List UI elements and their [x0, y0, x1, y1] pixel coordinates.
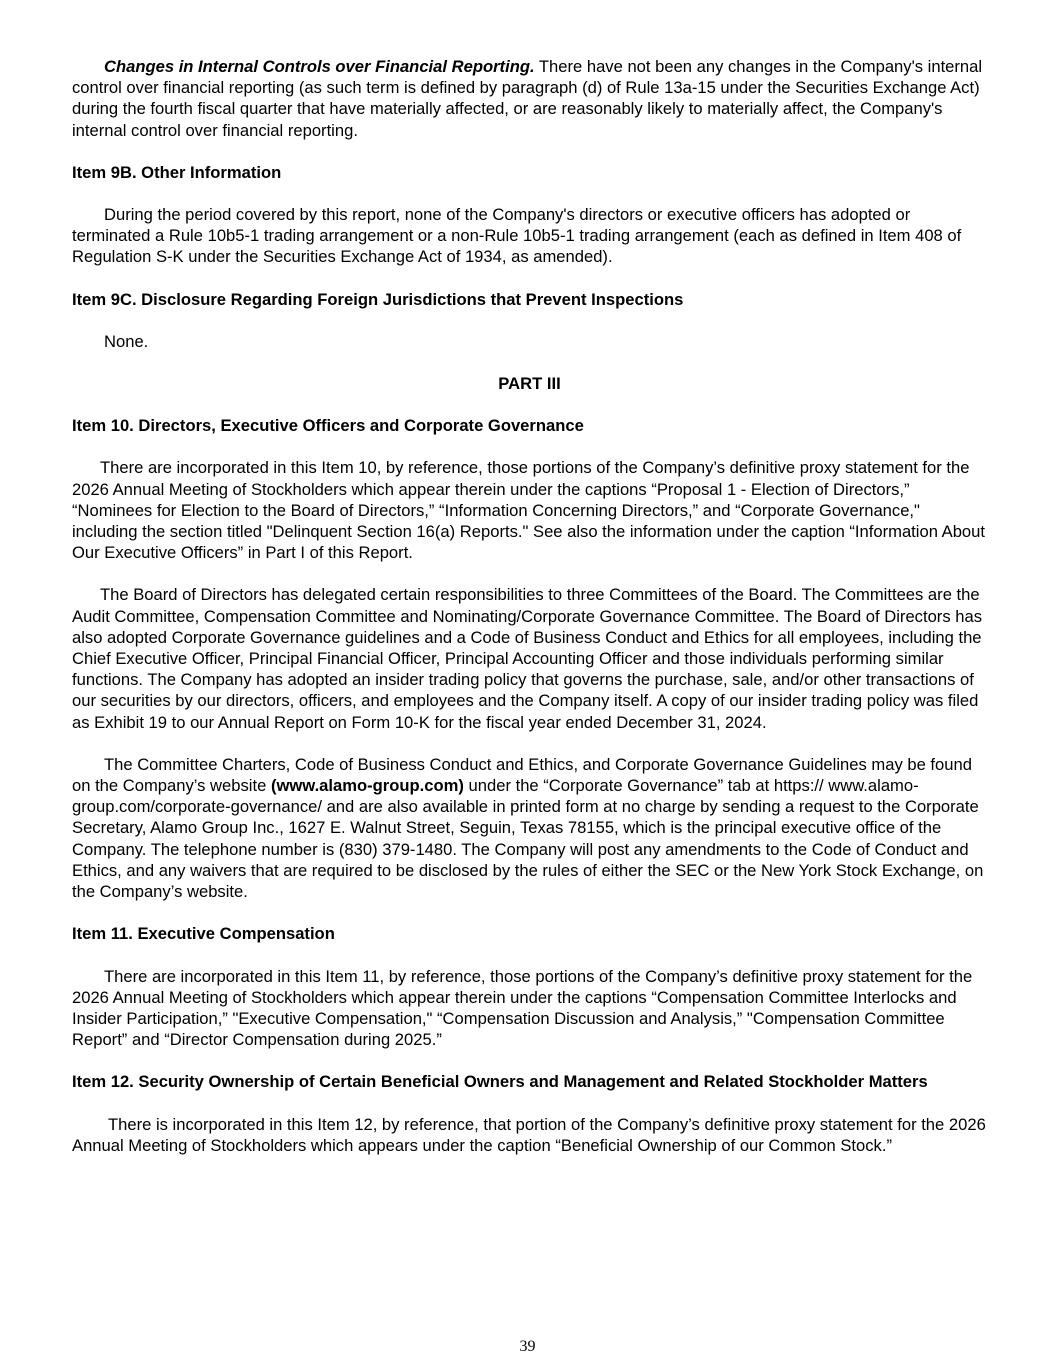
- item-9b-heading: Item 9B. Other Information: [72, 162, 282, 182]
- item-9c-heading: Item 9C. Disclosure Regarding Foreign Jurisdictions that Prevent Inspections: [72, 289, 684, 309]
- internal-controls-body: There have not been any changes in the Company's internal control over financial reporting (as such term is defined by paragraph (d) of Rule 13a-15 under the Securities Exchange Act) during the fourth fiscal quarter that have materially affected, or are reasonably likely to materially affect, the Company's internal control over financial reporting.: [72, 57, 983, 140]
- item-11-body: There are incorporated in this Item 11, by reference, those portions of the Company’s definitive proxy statement for the 2026 Annual Meeting of Stockholders which appear therein under the captions “Compensation Committee Interlocks and Insider Participation,” "Executive Compensation," “Compensation Discussion and Analysis,” "Compensation Committee Report” and “Director Compensation during 2025.”: [72, 966, 973, 1050]
- item-9b-body: During the period covered by this report, none of the Company's directors or executive officers has adopted or terminated a Rule 10b5-1 trading arrangement or a non-Rule 10b5-1 trading arrangement (each as defined in Item 408 of Regulation S-K under the Securities Exchange Act of 1934, as amended).: [72, 205, 962, 267]
- item-10-heading: Item 10. Directors, Executive Officers and Corporate Governance: [72, 416, 584, 436]
- item-12-heading: Item 12. Security Ownership of Certain Beneficial Owners and Management and Related Stockholder Matters: [72, 1072, 928, 1092]
- internal-controls-paragraph: [72, 56, 987, 141]
- item-10-paragraph-3-end: under the “Corporate Governance” tab at https:// www.alamo-group.com/corporate-governance/ and are also available in printed form at no charge by sending a request to the Corporate Secretary, Alamo Group Inc., 1627 E. Walnut Street, Seguin, Texas 78155, which is the principal executive office of the Company. The telephone number is (830) 379-1480. The Company will post any amendments to the Code of Conduct and Ethics, and any waivers that are required to be disclosed by the rules of either the SEC or the New York Stock Exchange, on the Company’s website.: [72, 776, 984, 902]
- item-11-heading: Item 11. Executive Compensation: [72, 924, 335, 944]
- document-page: [72, 56, 987, 1177]
- item-10-paragraph-3: [72, 754, 987, 902]
- page-number: 39: [519, 1338, 536, 1355]
- part-iii-title: PART III: [498, 374, 561, 394]
- item-10-paragraph-1: There are incorporated in this Item 10, by reference, those portions of the Company’s definitive proxy statement for the 2026 Annual Meeting of Stockholders which appear therein under the captions “Proposal 1 - Election of Directors,” “Nominees for Election to the Board of Directors,” “Information Concerning Directors,” and “Corporate Governance," including the section titled "Delinquent Section 16(a) Reports." See also the information under the caption “Information About Our Executive Officers” in Part I of this Report.: [72, 458, 985, 563]
- item-10-paragraph-3-start: The Committee Charters, Code of Business Conduct and Ethics, and Corporate Governance Guidelines may be found on the Company’s website: [72, 754, 972, 796]
- item-12-body: There is incorporated in this Item 12, by reference, that portion of the Company’s definitive proxy statement for the 2026 Annual Meeting of Stockholders which appears under the caption “Beneficial Ownership of our Common Stock.”: [72, 1114, 986, 1155]
- item-9c-body: None.: [104, 331, 149, 351]
- item-10-paragraph-2: The Board of Directors has delegated certain responsibilities to three Committees of the Board. The Committees are the Audit Committee, Compensation Committee and Nominating/Corporate Governance Committee. The Board of Directors has also adopted Corporate Governance guidelines and a Code of Business Conduct and Ethics for all employees, including the Chief Executive Officer, Principal Financial Officer, Principal Accounting Officer and those individuals performing similar functions. The Company has adopted an insider trading policy that governs the purchase, sale, and/or other transactions of our securities by our directors, officers, and employees and the Company itself. A copy of our insider trading policy was filed as Exhibit 19 to our Annual Report on Form 10-K for the fiscal year ended December 31, 2024.: [72, 585, 982, 732]
- internal-controls-lead: Changes in Internal Controls over Financial Reporting.: [104, 57, 535, 76]
- company-website: (www.alamo-group.com): [270, 776, 464, 796]
